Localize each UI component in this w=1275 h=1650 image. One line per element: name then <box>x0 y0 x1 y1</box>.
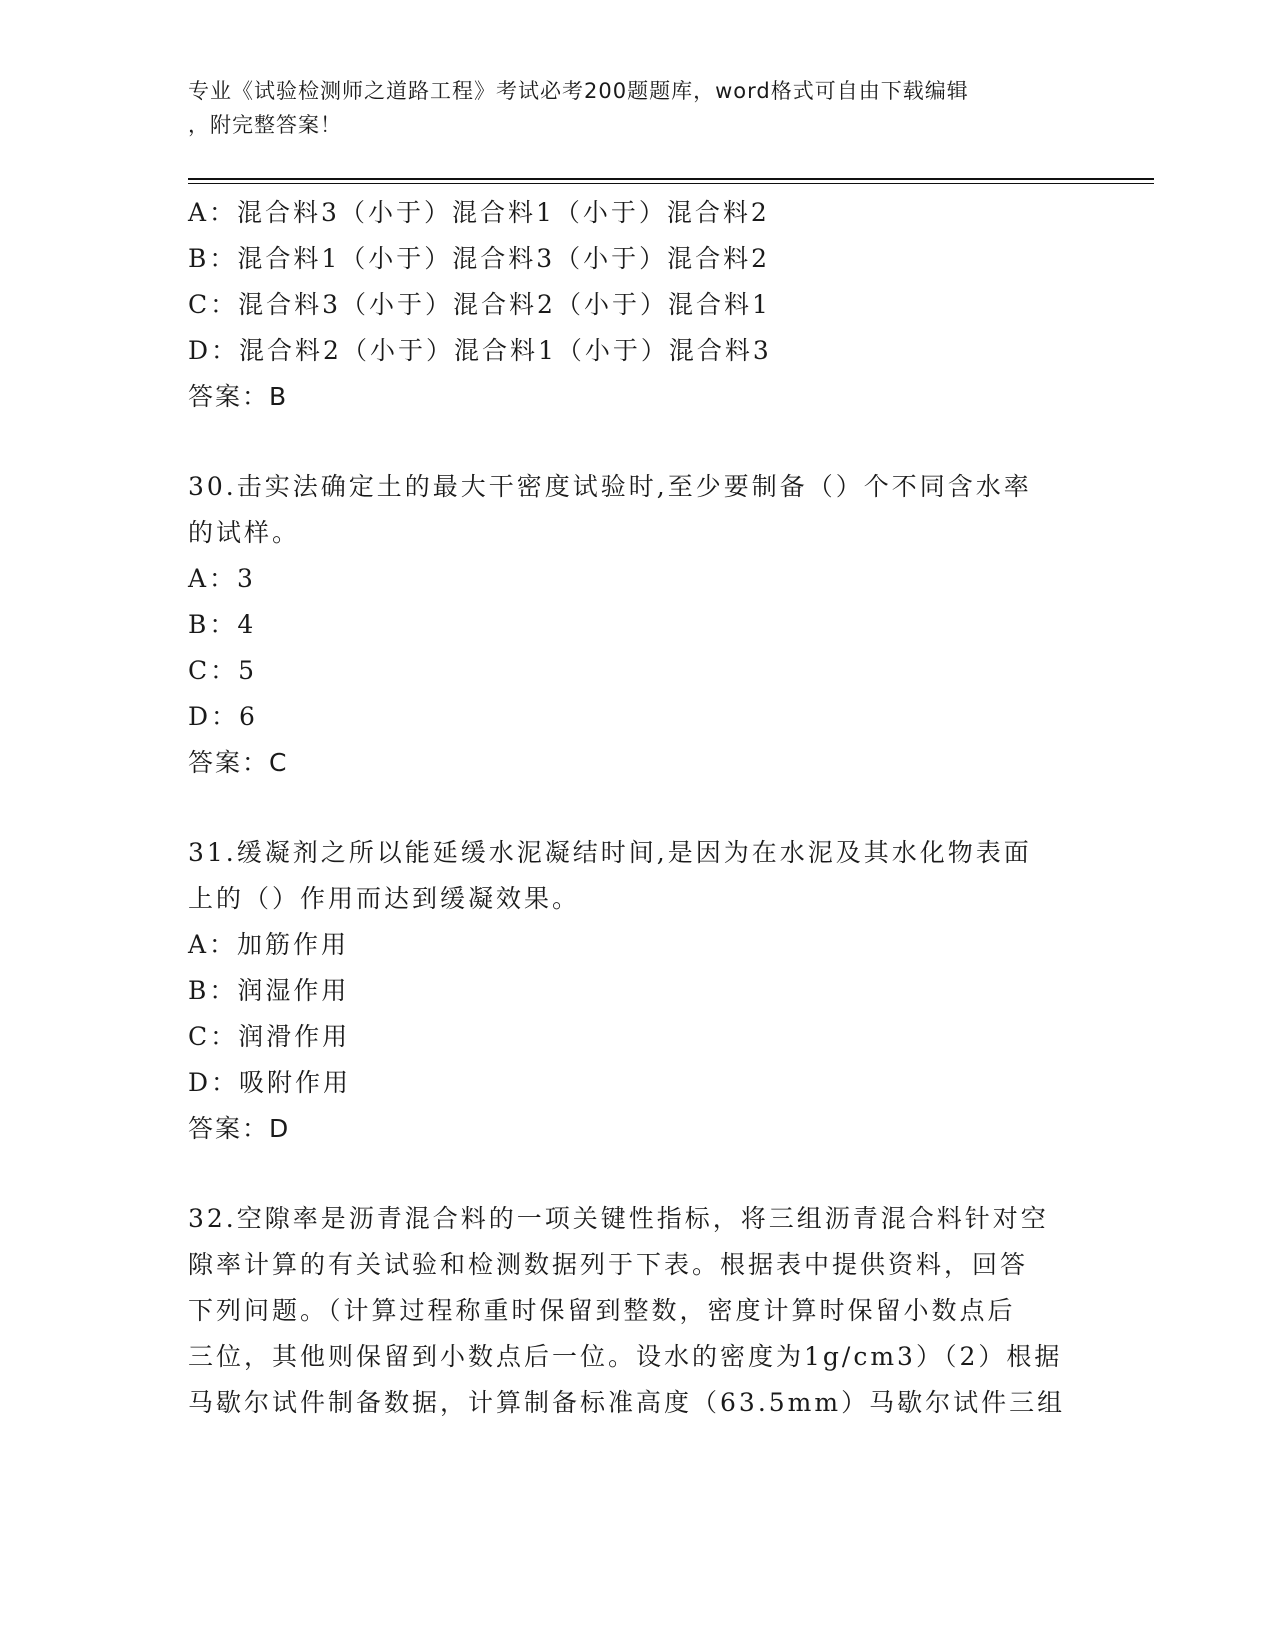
question-32 <box>188 1196 1088 1426</box>
option-b: B：润湿作用 <box>188 976 350 1005</box>
answer-31: 答案：D <box>188 1114 291 1143</box>
option-d: D：6 <box>188 702 258 731</box>
question-content <box>188 190 1088 1426</box>
option-d: D：吸附作用 <box>188 1068 352 1097</box>
option-c: C：润滑作用 <box>188 1022 351 1051</box>
option-a: A：混合料3（小于）混合料1（小于）混合料2 <box>188 198 770 227</box>
question-29 <box>188 190 1088 420</box>
question-30 <box>188 464 1088 786</box>
question-text-line: 30.击实法确定土的最大干密度试验时,至少要制备（）个不同含水率 <box>188 472 1032 501</box>
question-text-line: 隙率计算的有关试验和检测数据列于下表。根据表中提供资料，回答 <box>188 1250 1029 1279</box>
question-text-line: 31.缓凝剂之所以能延缓水泥凝结时间,是因为在水泥及其水化物表面 <box>188 838 1032 867</box>
question-31 <box>188 830 1088 1152</box>
header-line-2: ，附完整答案！ <box>188 113 342 137</box>
option-b: B：混合料1（小于）混合料3（小于）混合料2 <box>188 244 771 273</box>
question-text-line: 马歇尔试件制备数据，计算制备标准高度（63.5mm）马歇尔试件三组 <box>188 1388 1066 1417</box>
header-rule-thick <box>188 178 1154 180</box>
page-header <box>188 74 1068 142</box>
question-text-line: 32.空隙率是沥青混合料的一项关键性指标，将三组沥青混合料针对空 <box>188 1204 1049 1233</box>
option-d: D：混合料2（小于）混合料1（小于）混合料3 <box>188 336 772 365</box>
question-text-line: 的试样。 <box>188 518 301 547</box>
question-text-line: 三位，其他则保留到小数点后一位。设水的密度为1g/cm3）（2）根据 <box>188 1342 1063 1371</box>
answer-30: 答案：C <box>188 748 289 777</box>
option-c: C：混合料3（小于）混合料2（小于）混合料1 <box>188 290 771 319</box>
option-c: C：5 <box>188 656 258 685</box>
header-rule-thin <box>188 183 1154 184</box>
header-line-1: 专业《试验检测师之道路工程》考试必考200题题库，word格式可自由下载编辑 <box>188 79 969 103</box>
question-text-line: 下列问题。（计算过程称重时保留到整数，密度计算时保留小数点后 <box>188 1296 1016 1325</box>
question-text-line: 上的（）作用而达到缓凝效果。 <box>188 884 581 913</box>
option-b: B：4 <box>188 610 257 639</box>
option-a: A：加筋作用 <box>188 930 350 959</box>
option-a: A：3 <box>188 564 256 593</box>
answer-29: 答案：B <box>188 382 289 411</box>
